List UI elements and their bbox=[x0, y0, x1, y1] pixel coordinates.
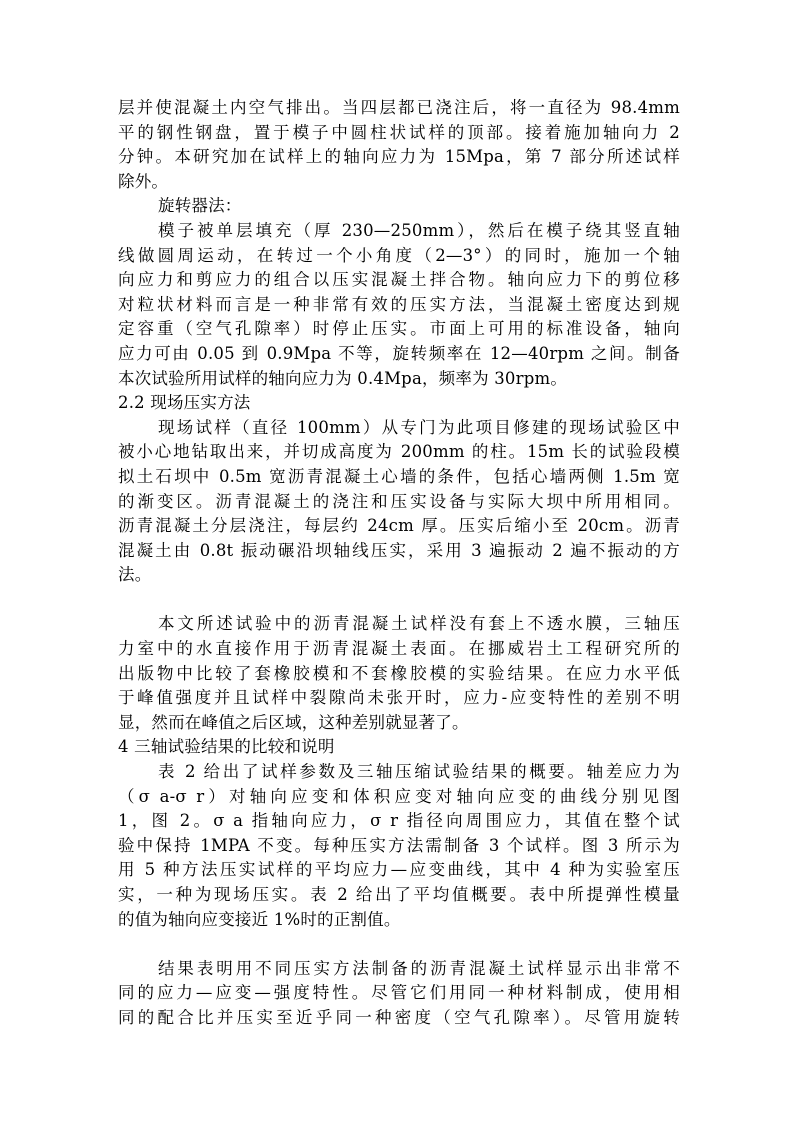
paragraph-field-compaction bbox=[118, 416, 680, 588]
text-line: 出版物中比较了套橡胶模和不套橡胶模的实验结果。在应力水平低 bbox=[118, 663, 680, 683]
rotary-method-label: 旋转器法： bbox=[158, 196, 242, 216]
paragraph-compaction-static bbox=[118, 96, 680, 194]
text-line: 法。 bbox=[118, 565, 152, 585]
text-line: 应力可由 0.05 到 0.9Mpa 不等，旋转频率在 12—40rpm 之间。制备 bbox=[118, 343, 680, 363]
text-line: 分钟。本研究加在试样上的轴向应力为 15Mpa，第 7 部分所述试样 bbox=[118, 147, 680, 167]
text-line: 的渐变区。沥青混凝土的浇注和压实设备与实际大坝中所用相同。 bbox=[118, 491, 680, 511]
paragraph-rotary-method bbox=[118, 219, 680, 391]
text-line: 力室中的水直接作用于沥青混凝土表面。在挪威岩土工程研究所的 bbox=[118, 639, 680, 659]
section-heading-2-2: 2.2 现场压实方法 bbox=[118, 393, 251, 413]
text-line: 定容重（空气孔隙率）时停止压实。市面上可用的标准设备，轴向 bbox=[118, 319, 680, 339]
paragraph-spacer bbox=[118, 588, 680, 613]
text-line: 拟土石坝中 0.5m 宽沥青混凝土心墙的条件，包括心墙两侧 1.5m 宽 bbox=[118, 466, 680, 486]
text-line: 模子被单层填充（厚 230—250mm），然后在模子绕其竖直轴 bbox=[158, 220, 680, 240]
text-line: 对粒状材料而言是一种非常有效的压实方法，当混凝土密度达到规 bbox=[118, 294, 680, 314]
paragraph-membrane-note bbox=[118, 612, 680, 735]
text-line: 被小心地钻取出来，并切成高度为 200mm 的柱。15m 长的试验段模 bbox=[118, 442, 680, 462]
text-line: 表 2 给出了试样参数及三轴压缩试验结果的概要。轴差应力为 bbox=[158, 762, 680, 782]
document-page bbox=[118, 96, 680, 1031]
text-line: 的值为轴向应变接近 1%时的正割值。 bbox=[118, 909, 401, 929]
text-line: 层并使混凝土内空气排出。当四层都已浇注后，将一直径为 98.4mm bbox=[118, 98, 680, 117]
text-line: 结果表明用不同压实方法制备的沥青混凝土试样显示出非常不 bbox=[158, 958, 680, 978]
text-line: （σ a-σ r）对轴向应变和体积应变对轴向应变的曲线分别见图 bbox=[118, 786, 680, 806]
section-heading-4: 4 三轴试验结果的比较和说明 bbox=[118, 737, 335, 757]
text-line: 实，一种为现场压实。表 2 给出了平均值概要。表中所提弹性模量 bbox=[118, 885, 680, 904]
paragraph-conclusion bbox=[118, 957, 680, 1031]
text-line: 向应力和剪应力的组合以压实混凝土拌合物。轴向应力下的剪位移 bbox=[118, 270, 680, 290]
text-line: 验中保持 1MPA 不变。每种压实方法需制备 3 个试样。图 3 所示为 bbox=[118, 835, 680, 855]
paragraph-spacer bbox=[118, 932, 680, 957]
text-line: 同的配合比并压实至近乎同一种密度（空气孔隙率）。尽管用旋转 bbox=[118, 1007, 680, 1027]
text-line: 线做圆周运动，在转过一个小角度（2—3°）的同时，施加一个轴 bbox=[118, 245, 680, 265]
text-line: 现场试样（直径 100mm）从专门为此项目修建的现场试验区中 bbox=[158, 417, 680, 437]
text-line: 用 5 种方法压实试样的平均应力—应变曲线，其中 4 种为实验室压 bbox=[118, 860, 680, 880]
text-line: 平的钢性钢盘，置于模子中圆柱状试样的顶部。接着施加轴向力 2 bbox=[118, 122, 680, 142]
text-line: 本次试验所用试样的轴向应力为 0.4Mpa，频率为 30rpm。 bbox=[118, 368, 568, 388]
text-line: 除外。 bbox=[118, 171, 169, 191]
text-line: 显，然而在峰值之后区域，这种差别就显著了。 bbox=[118, 712, 469, 732]
text-line: 于峰值强度并且试样中裂隙尚未张开时，应力-应变特性的差别不明 bbox=[118, 688, 680, 708]
text-line: 混凝土由 0.8t 振动碾沿坝轴线压实，采用 3 遍振动 2 遍不振动的方 bbox=[118, 540, 680, 560]
text-line: 同的应力—应变—强度特性。尽管它们用同一种材料制成，使用相 bbox=[118, 983, 680, 1003]
paragraph-triaxial-results bbox=[118, 760, 680, 932]
text-line: 沥青混凝土分层浇注，每层约 24cm 厚。压实后缩小至 20cm。沥青 bbox=[118, 516, 680, 536]
text-line: 本文所述试验中的沥青混凝土试样没有套上不透水膜，三轴压 bbox=[158, 614, 680, 634]
text-line: 1，图 2。σ a 指轴向应力，σ r 指径向周围应力，其值在整个试 bbox=[118, 811, 680, 831]
